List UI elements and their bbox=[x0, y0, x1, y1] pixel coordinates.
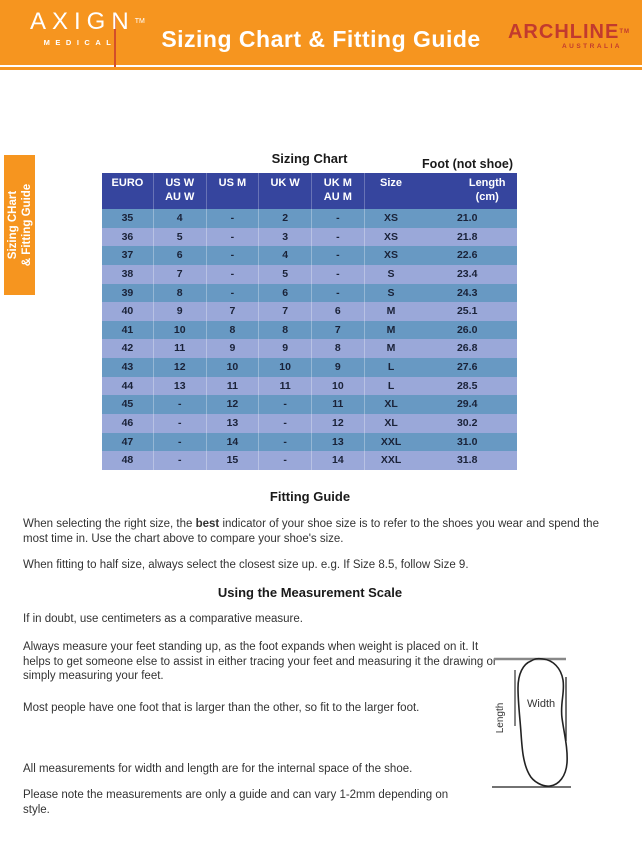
table-cell: 7 bbox=[207, 302, 260, 321]
table-cell: M bbox=[386, 305, 396, 318]
header-divider-rule bbox=[0, 67, 642, 70]
width-label: Width bbox=[527, 698, 556, 710]
table-cell: L bbox=[387, 379, 395, 392]
table-cell: - bbox=[154, 395, 207, 414]
measurement-scale-heading: Using the Measurement Scale bbox=[217, 585, 403, 600]
sizing-table-body bbox=[102, 209, 517, 470]
table-cell: 4 bbox=[259, 246, 312, 265]
fitting-guide-p1-bold: best bbox=[195, 518, 220, 530]
measurement-paragraph-3: Most people have one foot that is larger than the other, so fit to the larger foot. bbox=[23, 702, 420, 714]
table-cell: 7 bbox=[312, 321, 365, 340]
side-tab-line1: Sizing CHart bbox=[6, 190, 19, 260]
table-cell: L bbox=[387, 361, 395, 373]
table-row-euro-41 bbox=[102, 321, 517, 340]
table-cell: 6 bbox=[154, 246, 207, 265]
table-cell: 31.0 bbox=[456, 435, 478, 448]
table-cell: - bbox=[259, 395, 312, 414]
header-cell-us-m: US M bbox=[207, 173, 260, 209]
header-cell-euro: EURO bbox=[102, 173, 154, 209]
table-cell: XL bbox=[384, 416, 398, 429]
table-cell: XXL bbox=[380, 454, 402, 467]
table-row-euro-42 bbox=[102, 339, 517, 358]
table-cell: 7 bbox=[154, 265, 207, 284]
header-cell-length: Length (cm) bbox=[468, 177, 506, 203]
table-cell: - bbox=[312, 246, 365, 265]
side-tab-sizing-chart bbox=[4, 155, 35, 295]
table-cell: - bbox=[207, 246, 260, 265]
table-cell: 21.0 bbox=[456, 212, 478, 224]
axign-medical-logo bbox=[30, 8, 145, 47]
table-cell: 12 bbox=[312, 414, 365, 433]
sizing-chart-title: Sizing Chart bbox=[271, 151, 348, 166]
table-row-euro-47 bbox=[102, 433, 517, 452]
table-row-euro-45 bbox=[102, 395, 517, 414]
table-row-euro-38 bbox=[102, 265, 517, 284]
table-cell: 6 bbox=[312, 302, 365, 321]
table-cell: 42 bbox=[102, 339, 154, 358]
table-cell: 38 bbox=[102, 265, 154, 284]
table-cell: 25.1 bbox=[456, 305, 478, 318]
measurement-paragraph-4: All measurements for width and length are for the internal space of the shoe. bbox=[23, 763, 413, 775]
table-cell: 9 bbox=[207, 339, 260, 358]
table-cell: 39 bbox=[102, 284, 154, 303]
table-cell: 47 bbox=[102, 433, 154, 452]
table-row-euro-37 bbox=[102, 246, 517, 265]
table-cell: 22.6 bbox=[456, 249, 478, 262]
table-cell: XS bbox=[384, 249, 399, 262]
table-row-euro-36 bbox=[102, 228, 517, 247]
table-cell: - bbox=[312, 209, 365, 228]
table-cell: - bbox=[207, 284, 260, 303]
table-cell: 30.2 bbox=[456, 416, 478, 429]
table-row-euro-40 bbox=[102, 302, 517, 321]
table-cell: 5 bbox=[259, 265, 312, 284]
table-row-euro-46 bbox=[102, 414, 517, 433]
header-cell-uk-w: UK W bbox=[259, 173, 312, 209]
table-cell: 43 bbox=[102, 358, 154, 377]
side-tab-label bbox=[6, 184, 34, 266]
table-cell: - bbox=[207, 209, 260, 228]
measurement-paragraph-5: Please note the measurements are only a guide and can vary 1-2mm depending on style. bbox=[23, 789, 449, 816]
fitting-guide-paragraph-2: When fitting to half size, always select the closest size up. e.g. If Size 8.5, follow Size 9. bbox=[23, 559, 469, 571]
table-cell: 14 bbox=[207, 433, 260, 452]
table-cell: 8 bbox=[259, 321, 312, 340]
table-row-euro-35 bbox=[102, 209, 517, 228]
header-cell-us-w: US W AU W bbox=[154, 173, 207, 209]
table-cell: 41 bbox=[102, 321, 154, 340]
table-cell: - bbox=[312, 284, 365, 303]
table-cell: 3 bbox=[259, 228, 312, 247]
archline-logo bbox=[500, 22, 630, 50]
archline-name-text: ARCHLINE bbox=[507, 21, 620, 43]
table-cell: 9 bbox=[154, 302, 207, 321]
table-cell: 10 bbox=[154, 321, 207, 340]
table-row-euro-39 bbox=[102, 284, 517, 303]
header-cell-size: Size bbox=[380, 177, 403, 189]
table-cell: XXL bbox=[380, 435, 402, 448]
length-label: Length bbox=[495, 702, 506, 734]
table-cell: 8 bbox=[312, 339, 365, 358]
table-cell: 11 bbox=[259, 377, 312, 396]
table-cell: - bbox=[207, 228, 260, 247]
table-cell: 13 bbox=[312, 433, 365, 452]
table-cell: 2 bbox=[259, 209, 312, 228]
table-cell: M bbox=[386, 342, 396, 355]
archline-tm-mark: TM bbox=[619, 29, 630, 35]
table-row-euro-48 bbox=[102, 451, 517, 470]
table-cell: M bbox=[386, 323, 396, 336]
sizing-table bbox=[102, 173, 517, 470]
fitting-guide-p1-before: When selecting the right size, the bbox=[23, 518, 196, 530]
table-cell: 26.0 bbox=[456, 323, 478, 336]
table-cell: 40 bbox=[102, 302, 154, 321]
table-cell: 10 bbox=[312, 377, 365, 396]
header-cell-uk-m: UK M AU M bbox=[312, 173, 365, 209]
table-cell: 45 bbox=[102, 395, 154, 414]
table-cell: 11 bbox=[207, 377, 260, 396]
table-cell: XS bbox=[384, 230, 399, 243]
table-cell: XL bbox=[384, 398, 398, 411]
table-cell: 46 bbox=[102, 414, 154, 433]
foot-outline bbox=[518, 659, 567, 787]
table-cell: 48 bbox=[102, 451, 154, 470]
fitting-guide-paragraph-1 bbox=[23, 517, 623, 546]
table-cell: 35 bbox=[102, 209, 154, 228]
sizing-table-header-row bbox=[102, 173, 517, 209]
table-cell: 27.6 bbox=[456, 361, 478, 373]
table-cell: - bbox=[154, 414, 207, 433]
table-cell: - bbox=[259, 433, 312, 452]
table-cell: 21.8 bbox=[456, 230, 478, 243]
table-cell: 8 bbox=[154, 284, 207, 303]
table-cell: - bbox=[207, 265, 260, 284]
table-cell: 4 bbox=[154, 209, 207, 228]
foot-not-shoe-note: Foot (not shoe) bbox=[422, 157, 513, 171]
table-cell: - bbox=[312, 228, 365, 247]
axign-tm-mark: TM bbox=[134, 18, 145, 25]
table-cell: 9 bbox=[259, 339, 312, 358]
measurement-paragraph-2: Always measure your feet standing up, as the foot expands when weight is placed on it. It helps to get someone else to assist in either tracing your feet and measuring it the drawing or simply measuring your feet. bbox=[23, 641, 497, 682]
table-cell: 11 bbox=[312, 395, 365, 414]
table-cell: 24.3 bbox=[456, 286, 478, 299]
table-row-euro-44 bbox=[102, 377, 517, 396]
side-tab-line2: & Fitting Guide bbox=[20, 183, 33, 267]
table-cell: - bbox=[154, 451, 207, 470]
table-cell: - bbox=[312, 265, 365, 284]
table-cell: 15 bbox=[207, 451, 260, 470]
axign-logo-name bbox=[30, 8, 145, 35]
table-cell: 11 bbox=[154, 339, 207, 358]
table-cell: 13 bbox=[154, 377, 207, 396]
table-cell: 10 bbox=[207, 358, 260, 377]
foot-measurement-diagram bbox=[487, 648, 639, 810]
table-cell: S bbox=[387, 267, 395, 280]
table-row-euro-43 bbox=[102, 358, 517, 377]
table-cell: - bbox=[259, 451, 312, 470]
header-band bbox=[0, 0, 642, 65]
table-cell: 10 bbox=[259, 358, 312, 377]
table-cell: 44 bbox=[102, 377, 154, 396]
table-cell: 37 bbox=[102, 246, 154, 265]
fitting-guide-heading: Fitting Guide bbox=[269, 489, 351, 504]
archline-logo-sub: AUSTRALIA bbox=[561, 43, 622, 50]
table-cell: 7 bbox=[259, 302, 312, 321]
table-cell: - bbox=[154, 433, 207, 452]
table-cell: 8 bbox=[207, 321, 260, 340]
measurement-paragraph-1: If in doubt, use centimeters as a comparative measure. bbox=[23, 613, 303, 625]
table-cell: 13 bbox=[207, 414, 260, 433]
table-cell: 31.8 bbox=[456, 454, 478, 467]
axign-logo-sub: MEDICAL bbox=[43, 38, 117, 47]
table-cell: S bbox=[387, 286, 395, 299]
table-cell: 12 bbox=[207, 395, 260, 414]
table-cell: 28.5 bbox=[456, 379, 478, 392]
table-cell: 9 bbox=[312, 358, 365, 377]
axign-name-text: AXIGN bbox=[30, 8, 135, 35]
table-cell: 6 bbox=[259, 284, 312, 303]
table-cell: XS bbox=[384, 212, 399, 224]
table-cell: 12 bbox=[154, 358, 207, 377]
table-cell: 23.4 bbox=[456, 267, 478, 280]
table-cell: 14 bbox=[312, 451, 365, 470]
table-cell: 29.4 bbox=[456, 398, 478, 411]
archline-logo-name bbox=[500, 22, 630, 42]
table-cell: 26.8 bbox=[456, 342, 478, 355]
table-cell: - bbox=[259, 414, 312, 433]
table-cell: 5 bbox=[154, 228, 207, 247]
fitting-guide-p1-after: indicator of your shoe size is to refer to the shoes you wear and spend the most time in. Use the chart above to compare your shoe's size. bbox=[23, 518, 599, 545]
page-title: Sizing Chart & Fitting Guide bbox=[161, 26, 481, 52]
table-cell: 36 bbox=[102, 228, 154, 247]
